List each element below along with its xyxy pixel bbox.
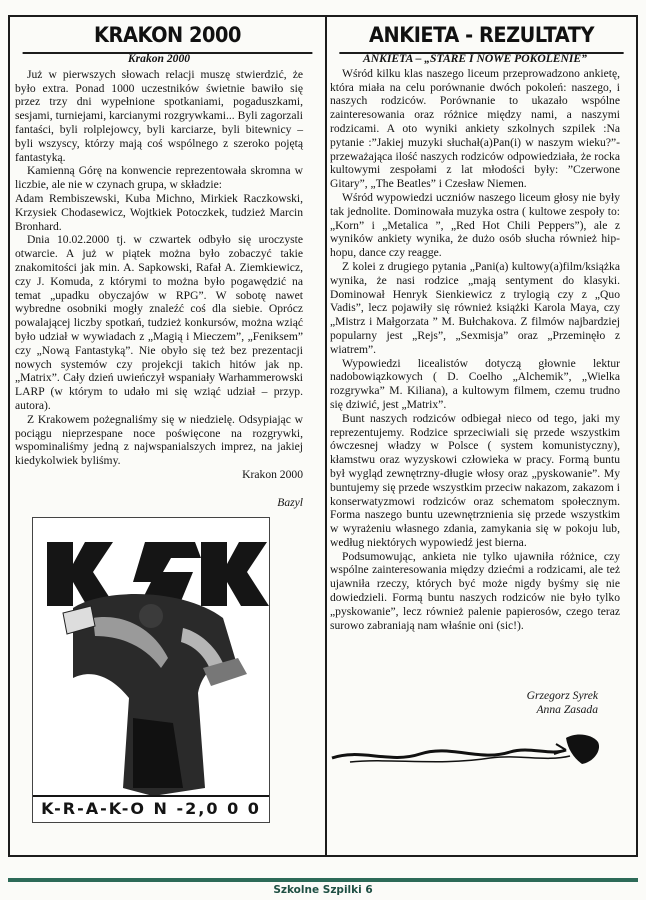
ankieta-title: ANKIETA – „STARE I NOWE POKOLENIE”: [363, 52, 587, 65]
ankieta-article: [330, 52, 620, 632]
krakon-paragraph-1: Już w pierwszych słowach relacji muszę stwierdzić, że było extra. Ponad 1000 uczestników świetnie bawiło się przez trzy dni wypełnione spotkaniami, pogaduszkami, sesjami, turniejami, karcianymi rozgrywkami... Byli zagorzali fantaści, byli rolplejowcy, byli karciarze, byli bitewnicy – byli wszyscy, którzy mają coś wspólnego z szeroko pojętą fantastyką.: [15, 67, 303, 164]
ankieta-authors: [330, 689, 598, 717]
author-name: Anna Zasada: [536, 703, 598, 716]
left-column-header: KRAKON 2000: [23, 17, 313, 54]
footer-rule: [8, 878, 638, 882]
ankieta-paragraph-1: Wśród kilku klas naszego liceum przeprowadzono ankietę, która miała na celu porównanie dwóch pokoleń: naszego, i naszych rodziców. Porównanie to ukazało wspólne zainteresowania oraz różnice między nami, a naszymi rodzicami. A oto wyniki ankiety szkolnych szpilek :Na pytanie :”Jakiej muzyki słuchał(a)Pan(i) w naszym wieku?”- przeważająca ilość naszych rodziców odpowiedziała, że rocka kultowymi zespołami z lat młodości były: ”Czerwone Gitary”, „The Beatles” i Czesław Niemen.: [330, 66, 620, 191]
krakon-paragraph-5: Z Krakowem pożegnaliśmy się w niedzielę. Odsypiając w pociągu nieprzespane noce poświęcone na rozgrywki, wspominaliśmy jedną z najwspanialszych imprez, na jakiej kiedykolwiek byliśmy.: [15, 412, 303, 468]
krakon-poster: [32, 517, 270, 823]
krakon-paragraph-3: Adam Rembiszewski, Kuba Michno, Mirkiek Raczkowski, Krzysiek Chodasewicz, Wojtkiek Potoczkek, tudzież Marcin Bronhard.: [15, 191, 303, 233]
column-divider: [325, 17, 327, 855]
ankieta-paragraph-5: Bunt naszych rodziców odbiegał nieco od tego, jaki my reprezentujemy. Rodzice sprzeciwiali się przede wszystkim ówczesnej władzy w Polsce ( system komunistyczny), kłamstwu oraz wyzyskowi człowieka w pracy. Formą buntu był wygląd zewnętrzny-długie włosy oraz „pyskowanie”. My buntujemy się przede wszystkim przeciw nakazom, zakazom i konserwatyzmowi rodziców oraz schematom społecznym. Forma naszego buntu uzewnętrznienia się przede wszystkim w wyrażeniu własnego zdania, zamykania się w pokoju lub, według niektórych wypowiedź jest bierna.: [330, 411, 620, 549]
ankieta-paragraph-4: Wypowiedzi licealistów dotyczą głownie lektur nadobowiązkowych ( D. Coelho „Alchemik”, „Wielka rozgrywka” M. Kiliana), a kultowym filmem, czemu trudno się dziwić, jest „Matrix”.: [330, 356, 620, 411]
krakon-article: [15, 52, 303, 510]
page-footer: Szkolne Szpilki 6: [273, 884, 373, 896]
ankieta-paragraph-2: Wśród wypowiedzi uczniów naszego liceum głosy nie były tak jednolite. Dominowała muzyka ostra ( kultowe zespoły to: „Korn” i „Metalica ”, „Red Hot Chili Peppers”), ale z wyników ankiety wynika, że dużo osób słucha również hip-hopu, dance czy reagge.: [330, 190, 620, 260]
poster-caption: K-R-A-K-O N -2,0 0 0: [41, 799, 261, 818]
krakon-paragraph-2: Kamienną Górę na konwencie reprezentowała skromna w liczbie, ale nie w czynach grupa, w składzie:: [15, 164, 303, 192]
ankieta-paragraph-3: Z kolei z drugiego pytania „Pani(a) kultowy(a)film/książka wynika, że nasi rodzice „mają sentyment do klasyki. Dominował Henryk Sienkiewicz z trylogią czy z „Quo Vadis”, lecz pojawiły się również książki Karola Maya, czy „Mistrz i Małgorzata ” M. Bułchakova. Z filmów najbardziej popularny jest „Rejs”, „Sexmisja” oraz „Przeminęło z wiatrem”.: [330, 259, 620, 356]
krakon-byline: Krakon 2000: [242, 467, 303, 481]
poster-illustration: [33, 518, 270, 823]
author-name: Grzegorz Syrek: [526, 689, 598, 702]
krakon-signature: Bazyl: [277, 495, 303, 509]
ankieta-paragraph-6: Podsumowując, ankieta nie tylko ujawniła różnice, czy wspólne zainteresowania między dziećmi a rodzicami, ale też ujawniła rzeczy, których być może nigdy byśmy się nie dowiedzieli. Formą buntu naszych rodziców nie było tylko „pyskowanie”, lecz również palenie papierosów, czego teraz surowo zabraniają nam właśnie oni (sic!).: [330, 549, 620, 632]
krakon-paragraph-4: Dnia 10.02.2000 tj. w czwartek odbyło się uroczyste otwarcie. A już w piątek można było zobaczyć takie znakomitości jak min. A. Sapkowski, Rafał A. Ziemkiewicz, czy J. Komuda, z którymi to można było pogawędzić na temat „upadku obyczajów w RPG”. W sobotę nawet wybredne osobniki mogły znaleźć coś dla siebie. Oprócz powalającej liczby spotkań, tudzież konkursów, można wziąć było udział w wywiadach z „Magią i Mieczem”, „Feniksem” czy „Nową Fantastyką”. Nie obyło się też bez prezentacji nowych systemów czy projekcji takich hitów jak np. „Matrix”. Cały dzień uwieńczył wspaniały Warhammerowski LARP (w którym to udało mi się wziąć udział – przyp. autora).: [15, 233, 303, 412]
krakon-title: Krakon 2000: [127, 52, 191, 65]
right-column-header: ANKIETA - REZULTATY: [339, 17, 623, 54]
decorative-squiggle-icon: [330, 728, 602, 772]
